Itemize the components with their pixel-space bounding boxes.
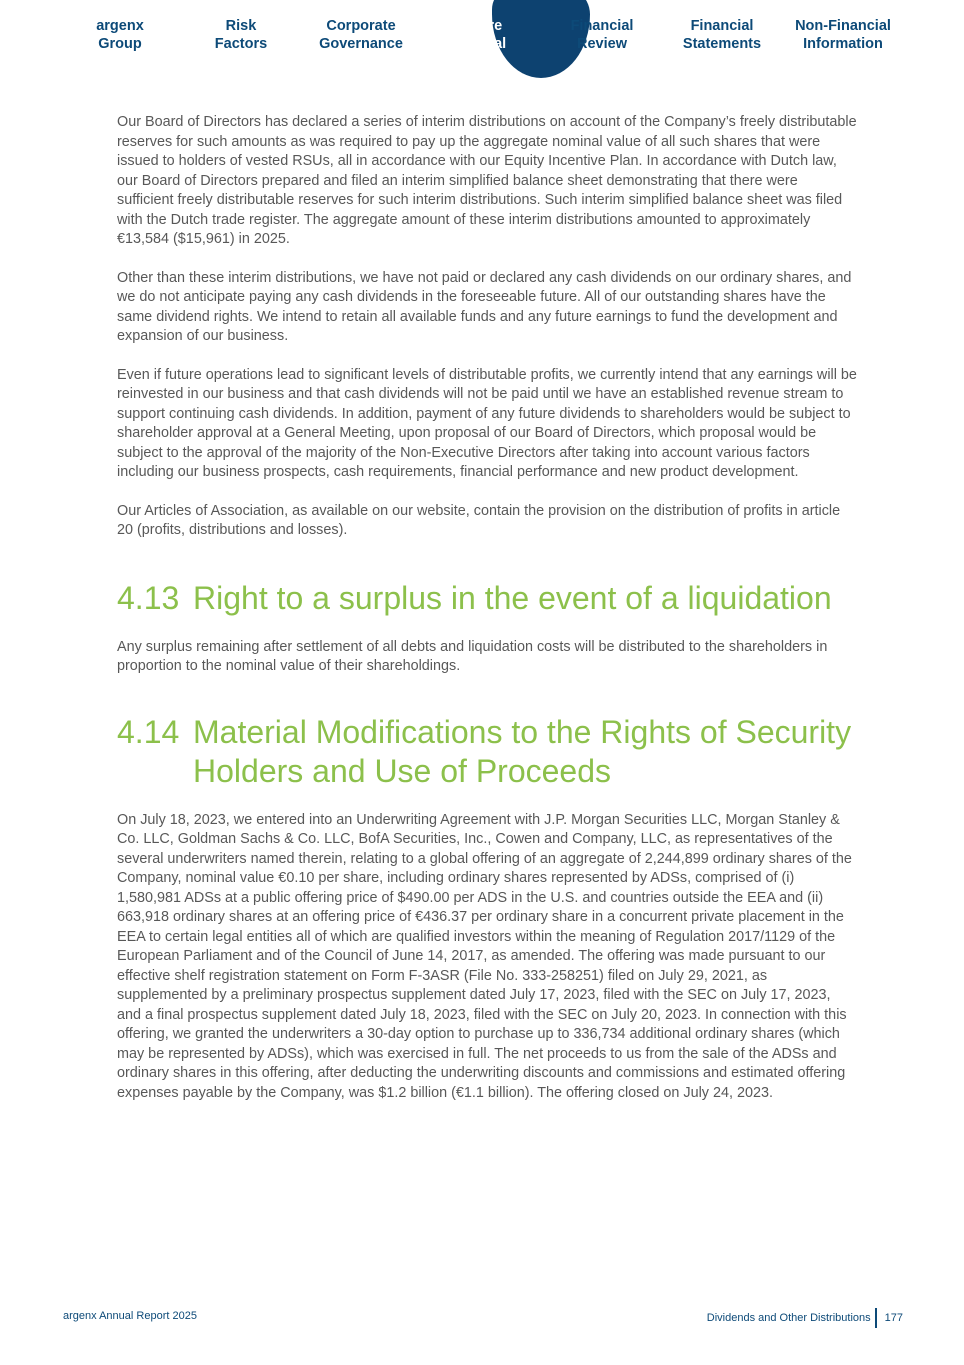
section-number: 4.13 <box>117 579 180 616</box>
nav-tab-non-financial-information[interactable] <box>788 17 898 53</box>
nav-tab-corporate-governance[interactable] <box>306 17 416 53</box>
paragraph: Our Articles of Association, as available on our website, contain the provision on the distribution of profits in article 20 (profits, distributions and losses). <box>117 502 841 538</box>
report-title: argenx Annual Report 2025 <box>63 1310 197 1322</box>
paragraph: Other than these interim distributions, we have not paid or declared any cash dividends on our ordinary shares, and we do not anticipate paying any cash dividends in the foreseeable future. All of our outstanding shares have the same dividend rights. We intend to retain all available funds and any future earnings to fund the development and expansion of our business. <box>117 269 852 344</box>
page-content <box>117 113 857 1122</box>
divider <box>875 1308 877 1328</box>
section-title: Material Modifications to the Rights of Security Holders and Use of Proceeds <box>193 713 852 789</box>
nav-label: Financial <box>690 18 754 34</box>
nav-label: Financial <box>570 18 634 34</box>
page-number: 177 <box>884 1312 903 1324</box>
nav-label: Share <box>461 18 503 34</box>
nav-tab-financial-statements[interactable] <box>667 17 777 53</box>
nav-label: Factors <box>214 36 268 52</box>
paragraph: Even if future operations lead to significant levels of distributable profits, we currently intend that any earnings will be reinvested in our business and that cash dividends will not be paid until we have an established revenue stream to support continuing cash dividends. In addition, payment of any future dividends to shareholders would be subject to shareholder approval at a General Meeting, upon proposal of our Board of Directors, which proposal would be subject to the approval of the majority of the Non-Executive Directors after taking into account various factors including our business prospects, cash requirements, financial performance and new product development. <box>117 366 857 480</box>
nav-label: Capital <box>457 36 507 52</box>
nav-tab-argenx-group[interactable] <box>65 17 175 53</box>
nav-label: Governance <box>319 36 403 52</box>
paragraph: Any surplus remaining after settlement of all debts and liquidation costs will be distributed to the shareholders in proportion to the nominal value of their shareholdings. <box>117 638 828 674</box>
section-heading-4-13 <box>117 579 857 618</box>
nav-tab-financial-review[interactable] <box>547 17 657 53</box>
section-heading-4-14 <box>117 713 857 791</box>
paragraph: On July 18, 2023, we entered into an Underwriting Agreement with J.P. Morgan Securities LLC, Morgan Stanley & Co. LLC, Goldman Sachs & Co. LLC, BofA Securities, Inc., Cowen and Company, LLC, as representatives of the several underwriters named therein, relating to a global offering of an aggregate of 2,244,899 ordinary shares of the Company, nominal value €0.10 per share, including ordinary shares represented by ADSs, comprised of (i) 1,580,981 ADSs at a public offering price of $490.00 per ADS in the U.S. and countries outside the EEA and (ii) 663,918 ordinary shares at an offering price of €436.37 per ordinary share in a concurrent private placement in the EEA to certain legal entities all of which are qualified investors within the meaning of Regulation 2017/1129 of the European Parliament and of the Council of June 14, 2017, as amended. The offering was made pursuant to our effective shelf registration statement on Form F-3ASR (File No. 333-258251) filed on July 29, 2021, as supplemented by a preliminary prospectus supplement dated July 17, 2023, filed with the SEC on July 17, 2023, and a final prospectus supplement dated July 18, 2023, filed with the SEC on July 20, 2023. In connection with this offering, we granted the underwriters a 30-day option to purchase up to 336,734 additional ordinary shares (which may be represented by ADSs), which was exercised in full. The net proceeds to us from the sale of the ADSs and ordinary shares in this offering, after deducting the underwriting discounts and commissions and estimated offering expenses payable by the Company, was $1.2 billion (€1.1 billion). The offering closed on July 24, 2023. <box>117 811 852 1101</box>
nav-tab-risk-factors[interactable] <box>186 17 296 53</box>
nav-tab-share-capital[interactable] <box>427 17 537 53</box>
nav-label: Risk <box>225 18 257 34</box>
nav-label: Statements <box>682 36 762 52</box>
section-number: 4.14 <box>117 713 180 750</box>
section-title: Right to a surplus in the event of a liquidation <box>193 579 832 616</box>
paragraph: Our Board of Directors has declared a series of interim distributions on account of the Company’s freely distributable reserves for such amounts as was required to pay up the aggregate nominal value of all such shares that were issued to holders of vested RSUs, all in accordance with our Equity Incentive Plan. In accordance with Dutch law, our Board of Directors prepared and filed an interim simplified balance sheet demonstrating that there were sufficient freely distributable reserves for such interim distributions. Such interim simplified balance sheet was filed with the Dutch trade register. The aggregate amount of these interim distributions amounted to approximately €13,584 ($15,961) in 2025. <box>117 114 857 247</box>
nav-label: Information <box>803 36 883 52</box>
nav-label: argenx <box>96 18 144 34</box>
nav-label: Non-Financial <box>795 18 891 34</box>
footer-right <box>707 1308 903 1328</box>
top-navigation <box>60 0 905 80</box>
section-name: Dividends and Other Distributions <box>706 1312 871 1324</box>
nav-label: Corporate <box>326 18 396 34</box>
nav-label: Review <box>577 36 627 52</box>
nav-label: Group <box>98 36 142 52</box>
